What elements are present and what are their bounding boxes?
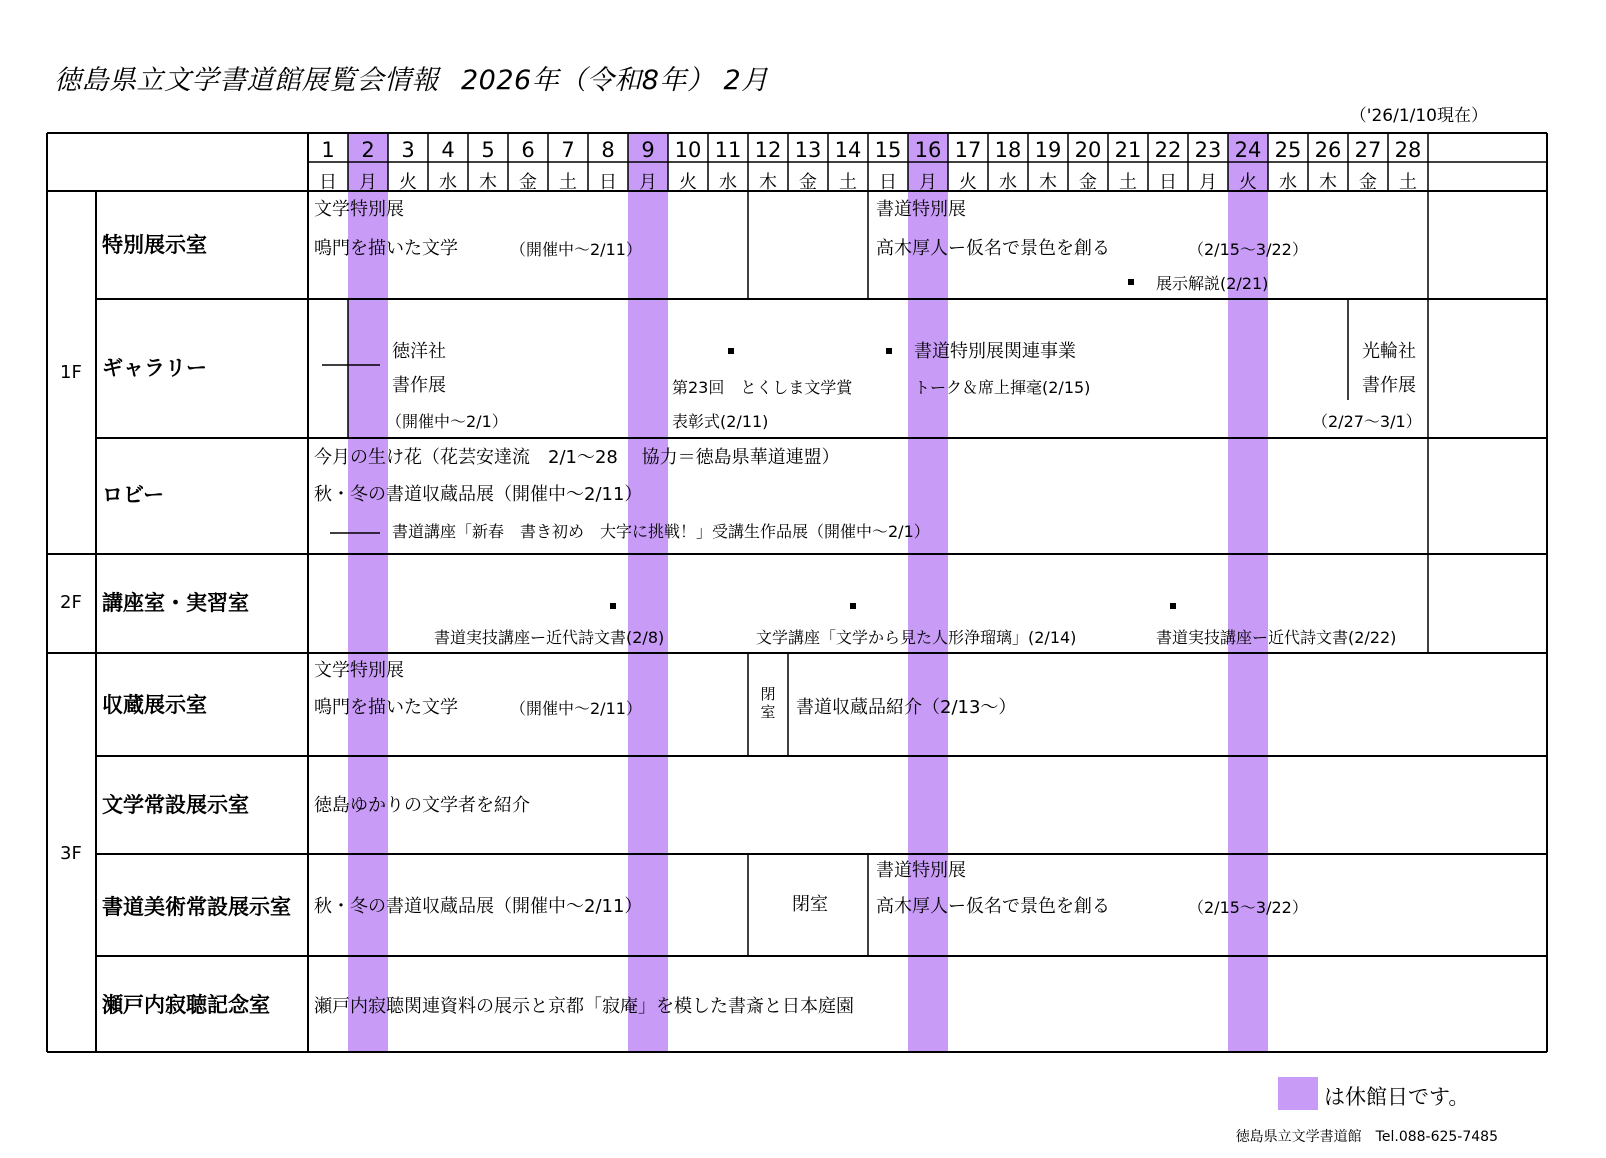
tokubetsu-ex1-period: （開催中～2/11）: [510, 240, 642, 259]
bungaku-text: 徳島ゆかりの文学者を紹介: [314, 795, 530, 816]
day-weekday: 月: [639, 172, 657, 193]
legend-text: は休館日です。: [1324, 1085, 1470, 1109]
tokubetsu-ex2-label: 書道特別展: [876, 199, 966, 220]
day-weekday: 土: [839, 172, 857, 193]
day-number: 9: [641, 138, 655, 162]
as-of-date: （'26/1/10現在）: [1349, 106, 1488, 126]
tokubetsu-ex2-title: 高木厚人ー仮名で景色を創る: [876, 238, 1110, 259]
day-number: 17: [954, 138, 982, 162]
room-bungaku: 文学常設展示室: [102, 793, 249, 817]
room-shodo: 書道美術常設展示室: [102, 895, 291, 919]
shodo-closed: 閉室: [792, 894, 828, 915]
day-number: 19: [1034, 138, 1062, 162]
room-tokubetsu: 特別展示室: [102, 233, 207, 257]
bullet-icon: [728, 348, 734, 354]
day-weekday: 月: [1199, 172, 1217, 193]
day-number: 20: [1074, 138, 1102, 162]
tokubetsu-ex2-period: （2/15～3/22）: [1188, 240, 1308, 259]
shodo-ex1: 秋・冬の書道収蔵品展（開催中～2/11）: [314, 896, 643, 917]
day-weekday: 水: [1279, 172, 1297, 193]
shuzou-ex1-title: 鳴門を描いた文学: [314, 697, 458, 718]
day-weekday: 日: [1159, 172, 1177, 193]
gallery-g4-line2: 書作展: [1362, 375, 1416, 396]
day-number: 16: [914, 138, 942, 162]
day-weekday: 水: [719, 172, 737, 193]
room-gallery: ギャラリー: [102, 356, 207, 380]
day-number: 6: [521, 138, 535, 162]
day-weekday: 木: [759, 172, 777, 193]
setouchi-text: 瀬戸内寂聴関連資料の展示と京都「寂庵」を模した書斎と日本庭園: [314, 996, 854, 1017]
bullet-icon: [1170, 603, 1176, 609]
kouza-ev1: 書道実技講座ー近代詩文書(2/8): [434, 628, 665, 647]
day-weekday: 火: [1239, 172, 1257, 193]
day-number: 8: [601, 138, 615, 162]
day-number: 18: [994, 138, 1022, 162]
day-number: 1: [321, 138, 335, 162]
kouza-ev3: 書道実技講座ー近代詩文書(2/22): [1156, 628, 1397, 647]
legend-swatch: [1278, 1077, 1318, 1110]
room-kouza: 講座室・実習室: [102, 591, 249, 615]
day-weekday: 火: [399, 172, 417, 193]
day-number: 26: [1314, 138, 1342, 162]
day-weekday: 水: [999, 172, 1017, 193]
title-month: 2026年（令和8年） 2月: [461, 65, 769, 96]
day-weekday: 金: [799, 172, 817, 193]
day-number: 15: [874, 138, 902, 162]
day-number: 5: [481, 138, 495, 162]
day-weekday: 金: [519, 172, 537, 193]
day-number: 11: [714, 138, 742, 162]
day-number: 10: [674, 138, 702, 162]
title-name: 徳島県立文学書道館展覧会情報: [54, 65, 439, 96]
tokubetsu-ex1-title: 鳴門を描いた文学: [314, 238, 458, 259]
lobby-line3: 書道講座「新春 書き初め 大字に挑戦！」受講生作品展（開催中～2/1）: [392, 522, 930, 541]
bullet-icon: [1128, 279, 1134, 285]
day-number: 13: [794, 138, 822, 162]
day-number: 24: [1234, 138, 1262, 162]
day-number: 23: [1194, 138, 1222, 162]
tokubetsu-ex1-label: 文学特別展: [314, 199, 404, 220]
day-weekday: 金: [1359, 172, 1377, 193]
day-number: 7: [561, 138, 575, 162]
day-number: 12: [754, 138, 782, 162]
day-weekday: 日: [599, 172, 617, 193]
day-weekday: 土: [1119, 172, 1137, 193]
floor-1f: 1F: [60, 362, 82, 383]
day-number: 3: [401, 138, 415, 162]
gallery-g1-line1: 徳洋社: [392, 341, 446, 362]
day-number: 21: [1114, 138, 1142, 162]
day-weekday: 木: [1319, 172, 1337, 193]
gallery-g2-line1: 第23回 とくしま文学賞: [672, 378, 853, 397]
floor-3f: 3F: [60, 843, 82, 864]
day-number: 25: [1274, 138, 1302, 162]
footer-contact: 徳島県立文学書道館 Tel.088-625-7485: [1235, 1129, 1498, 1145]
day-number: 27: [1354, 138, 1382, 162]
day-weekday: 木: [479, 172, 497, 193]
room-lobby: ロビー: [102, 483, 165, 507]
day-weekday: 土: [559, 172, 577, 193]
day-weekday: 金: [1079, 172, 1097, 193]
shuzou-closed: 閉室: [760, 685, 776, 721]
lobby-line1: 今月の生け花（花芸安達流 2/1～28 協力＝徳島県華道連盟）: [314, 447, 840, 468]
lobby-line2: 秋・冬の書道収蔵品展（開催中～2/11）: [314, 484, 643, 505]
shuzou-ex2: 書道収蔵品紹介（2/13～）: [796, 697, 1017, 718]
gallery-g1-line2: 書作展: [392, 375, 446, 396]
day-weekday: 日: [319, 172, 337, 193]
shuzou-ex1-period: （開催中～2/11）: [510, 699, 642, 718]
bullet-icon: [886, 348, 892, 354]
page-title: [54, 58, 769, 97]
day-weekday: 日: [879, 172, 897, 193]
bullet-icon: [850, 603, 856, 609]
day-number: 22: [1154, 138, 1182, 162]
day-weekday: 月: [359, 172, 377, 193]
kouza-ev2: 文学講座「文学から見た人形浄瑠璃」(2/14): [756, 628, 1077, 647]
day-weekday: 木: [1039, 172, 1057, 193]
day-weekday: 水: [439, 172, 457, 193]
gallery-g2-line2: 表彰式(2/11): [672, 412, 769, 431]
gallery-g3-line2: トーク＆席上揮毫(2/15): [914, 378, 1091, 397]
floor-2f: 2F: [60, 592, 82, 613]
day-number: 14: [834, 138, 862, 162]
day-weekday: 土: [1399, 172, 1417, 193]
day-weekday: 火: [679, 172, 697, 193]
bullet-icon: [610, 603, 616, 609]
day-weekday: 月: [919, 172, 937, 193]
shodo-ex2-title: 高木厚人ー仮名で景色を創る: [876, 896, 1110, 917]
gallery-g1-line3: （開催中～2/1）: [386, 412, 508, 431]
shodo-ex2-label: 書道特別展: [876, 860, 966, 881]
shuzou-ex1-label: 文学特別展: [314, 660, 404, 681]
gallery-g4-line3: （2/27～3/1）: [1312, 412, 1422, 431]
day-weekday: 火: [959, 172, 977, 193]
gallery-g3-line1: 書道特別展関連事業: [914, 341, 1076, 362]
day-number: 4: [441, 138, 455, 162]
gallery-g4-line1: 光輪社: [1362, 341, 1416, 362]
room-setouchi: 瀬戸内寂聴記念室: [102, 993, 270, 1017]
day-number: 28: [1394, 138, 1422, 162]
day-number: 2: [361, 138, 375, 162]
room-shuzou: 収蔵展示室: [102, 693, 207, 717]
tokubetsu-ex2-event: 展示解説(2/21): [1156, 274, 1269, 293]
shodo-ex2-period: （2/15～3/22）: [1188, 898, 1308, 917]
